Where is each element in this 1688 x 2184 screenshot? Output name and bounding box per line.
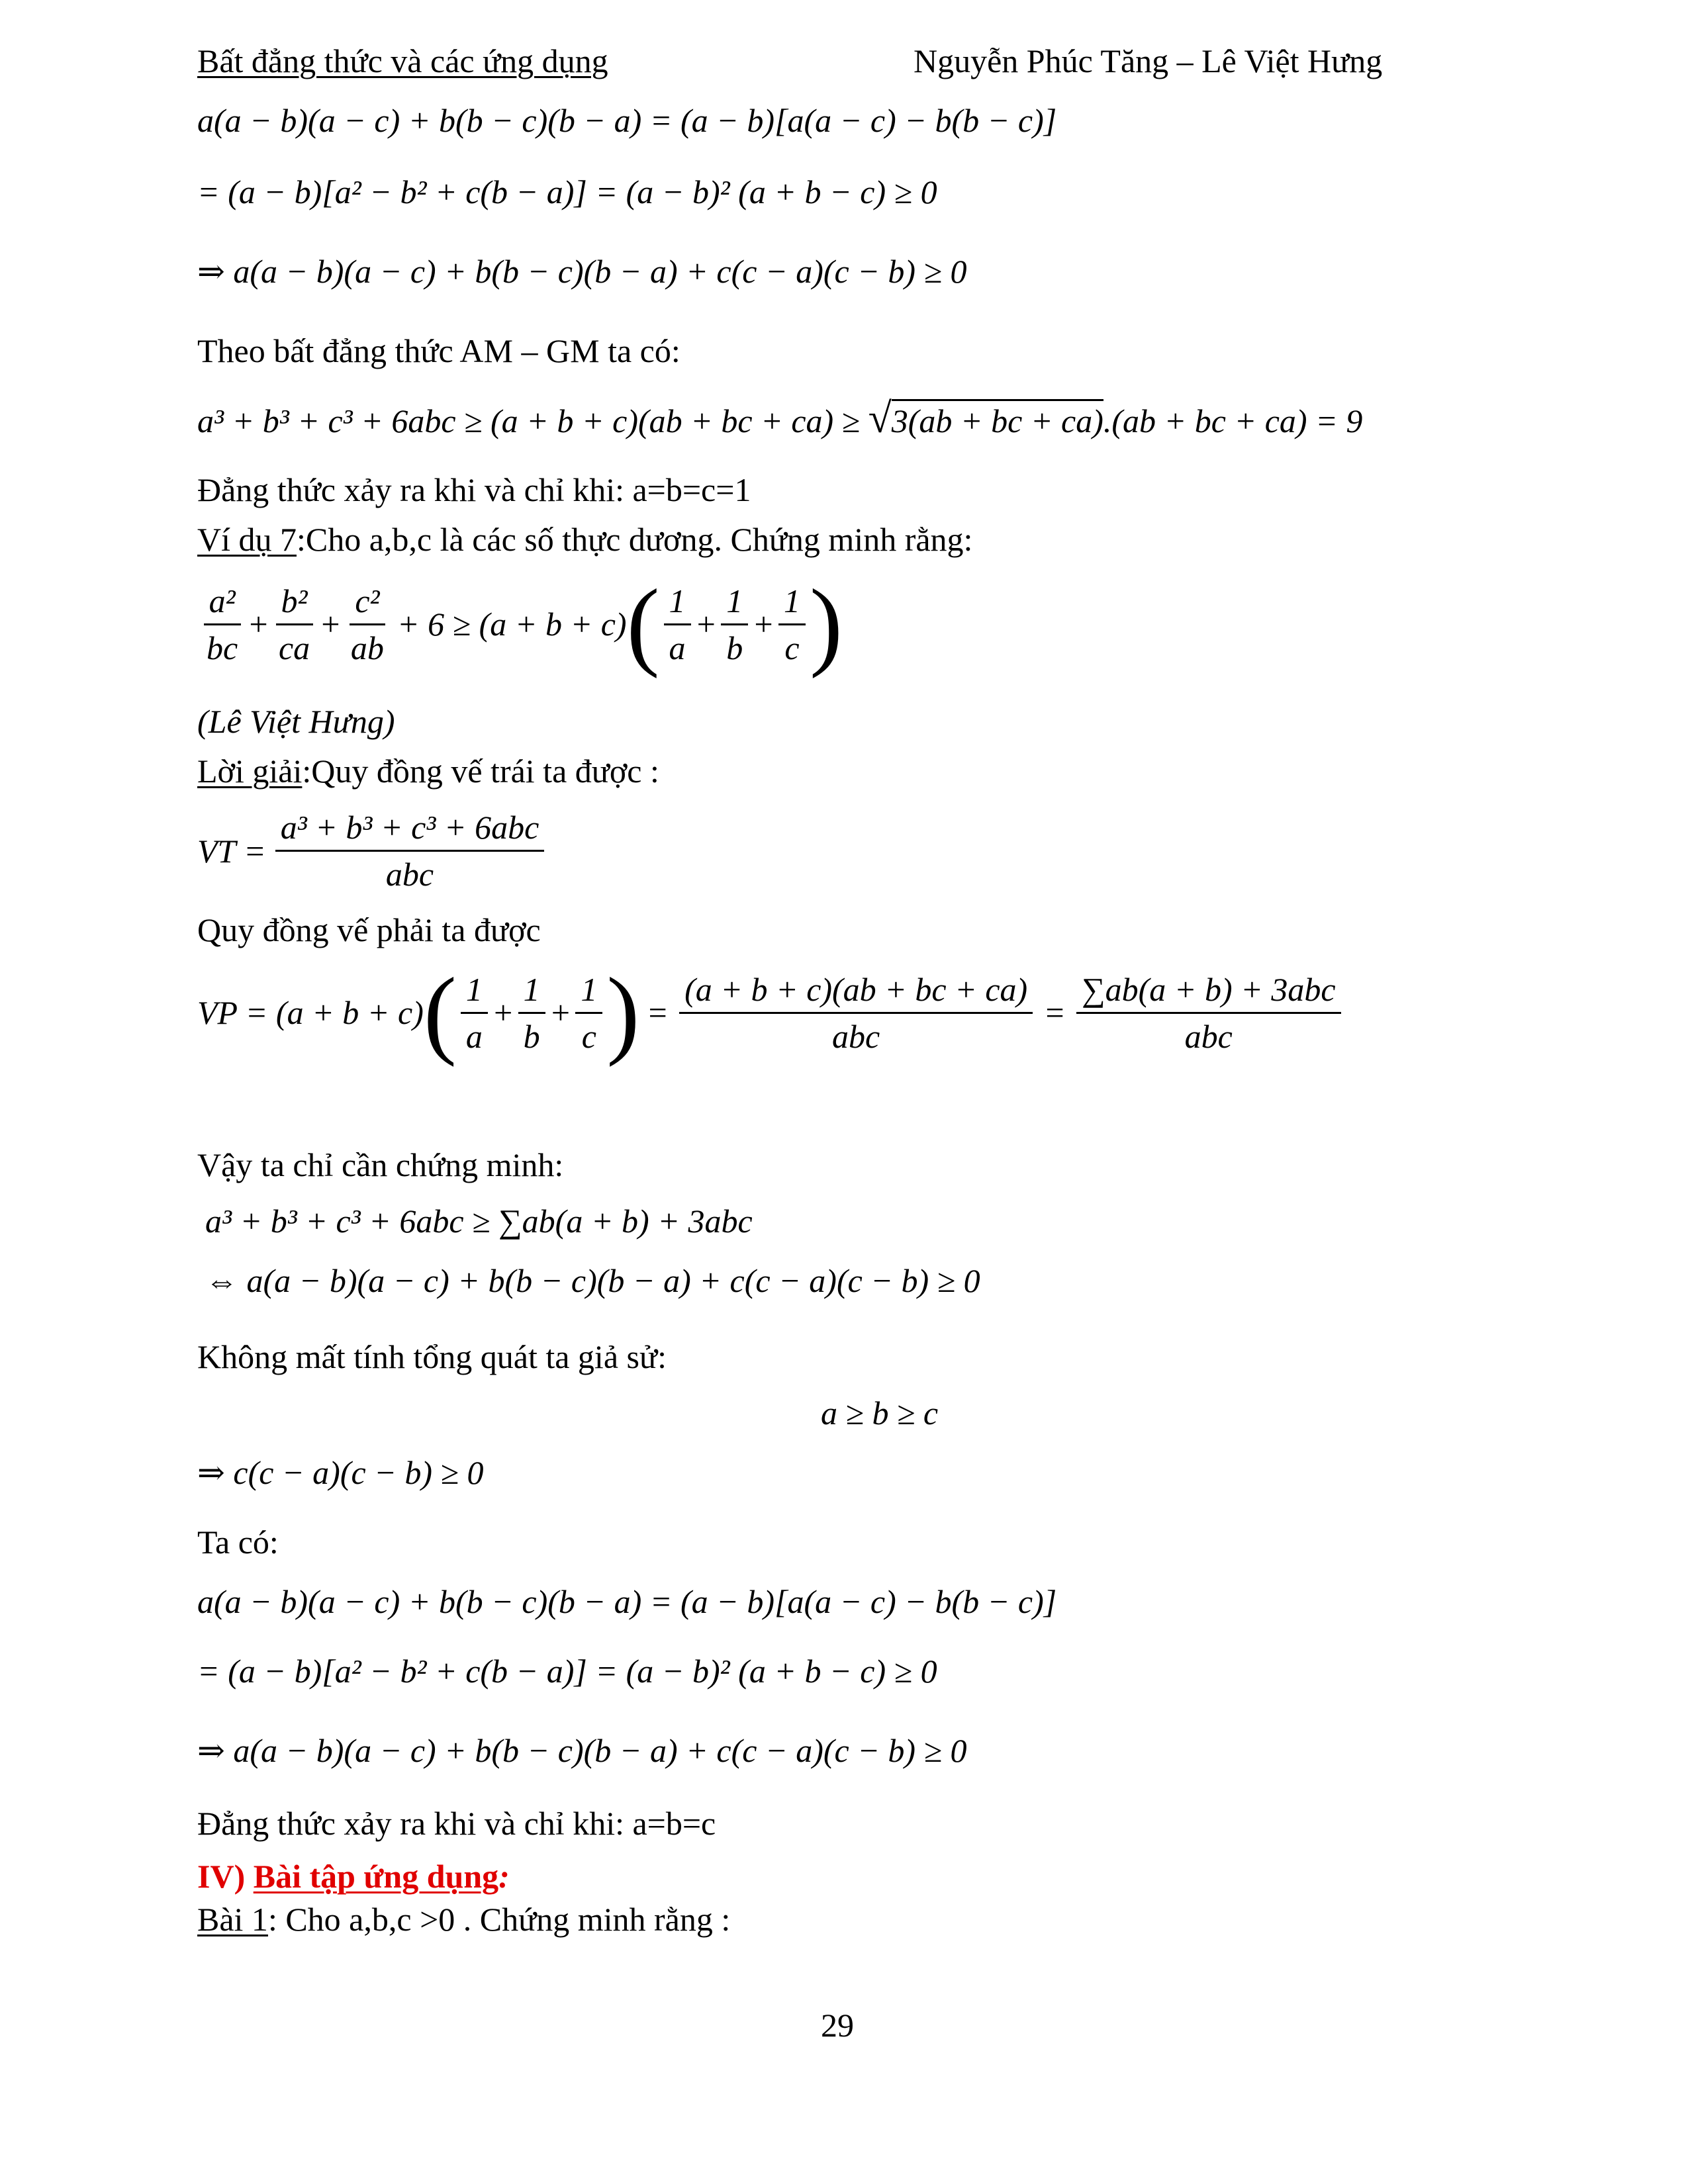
- equation-line: = (a − b)[a² − b² + c(b − a)] = (a − b)² (a + b − c) ≥ 0: [197, 1653, 937, 1690]
- amgm-eq-left: a³ + b³ + c³ + 6abc ≥ (a + b + c)(ab + bc + ca) ≥: [197, 402, 868, 439]
- equation-line: a³ + b³ + c³ + 6abc ≥ ∑ab(a + b) + 3abc: [205, 1203, 753, 1240]
- fraction: $\frac{1}{b}$: [721, 581, 748, 668]
- section-title: Bài tập ứng dụng: [253, 1858, 499, 1895]
- fraction: $\frac{1}{a}$: [461, 970, 488, 1056]
- vp-intro: Quy đồng vế phải ta được: [197, 911, 541, 948]
- fraction: $\frac{\text{c²}}{ab}$: [350, 582, 384, 666]
- equation-line: a(a − b)(a − c) + b(b − c)(b − a) = (a − b)[a(a − c) − b(b − c)]: [197, 1583, 1057, 1620]
- section-colon: :: [498, 1858, 510, 1895]
- example7-mid: + 6 ≥ (a + b + c): [397, 606, 627, 643]
- example7-heading: [197, 520, 972, 559]
- solution-intro: :Quy đồng vế trái ta được :: [302, 752, 659, 790]
- amgm-equation: a³ + b³ + c³ + 6abc ≥ (a + b + c)(ab + bc + ca) ≥ √3(ab + bc + ca).(ab + bc + ca) = 9: [197, 394, 1363, 441]
- wlog-text: Không mất tính tổng quát ta giả sử:: [197, 1338, 667, 1375]
- example7-inequality: $\frac{\text{a²}}{bc}$ + $\frac{\text{b²}}{ca}$ + $\frac{\text{c²}}{ab}$ + 6 ≥ (a + b + c) ( $\frac{1}{a}$ + $\frac{1}{b}$ + $\frac{1}{c}$ ): [197, 574, 843, 674]
- solution-heading: [197, 751, 659, 791]
- header-title: Bất đẳng thức và các ứng dụng: [197, 42, 608, 79]
- equation-line: ⇒ a(a − b)(a − c) + b(b − c)(b − a) + c(c − a)(c − b) ≥ 0: [197, 1732, 967, 1769]
- amgm-eq-sqrt: 3(ab + bc + ca): [892, 399, 1103, 439]
- vp-equation: VP = (a + b + c) ( $\frac{1}{a}$ + $\frac{1}{b}$ + $\frac{1}{c}$ ) = $\frac{(a + b + c)(ab + bc + ca)}{\text{abc}}$ = $\frac{\text{∑ab(a + b) + 3abc}}{\text{abc}}$: [197, 963, 1345, 1062]
- fraction: $\frac{\text{a²}}{bc}$: [201, 581, 243, 668]
- exercise1-text: : Cho a,b,c >0 . Chứng minh rằng :: [267, 1901, 731, 1938]
- section-number: IV): [197, 1858, 246, 1895]
- fraction: $\frac{1}{b}$: [518, 970, 545, 1056]
- vp-lhs: VP = (a + b + c): [197, 994, 424, 1031]
- amgm-eq-right: .(ab + bc + ca) = 9: [1103, 402, 1363, 439]
- solution-label: Lời giải: [197, 752, 303, 790]
- example7-label: Ví dụ 7: [197, 521, 297, 558]
- amgm-equality: Đẳng thức xảy ra khi và chỉ khi: a=b=c=1: [197, 471, 751, 508]
- fraction: $\frac{(a + b + c)(ab + bc + ca)}{\text{abc}}$: [679, 970, 1033, 1056]
- fraction: $\frac{\text{∑ab(a + b) + 3abc}}{\text{abc}}$: [1076, 970, 1341, 1056]
- order-assumption: a ≥ b ≥ c: [821, 1394, 939, 1432]
- vt-equation: [197, 807, 548, 894]
- fraction: $\frac{\text{a³ + b³ + c³ + 6abc}}{\text{abc}}$: [275, 807, 545, 894]
- equation-line: ⇒ a(a − b)(a − c) + b(b − c)(b − a) + c(c − a)(c − b) ≥ 0: [197, 253, 967, 290]
- example7-author: (Lê Việt Hưng): [197, 703, 395, 740]
- exercise1-label: Bài 1: [197, 1901, 268, 1938]
- fraction: $\frac{1}{c}$: [778, 581, 806, 668]
- page-number: 29: [821, 2007, 854, 2044]
- taco-text: Ta có:: [197, 1524, 279, 1561]
- fraction: $\frac{\text{b²}}{ca}$: [273, 581, 315, 668]
- solution-equality: Đẳng thức xảy ra khi và chỉ khi: a=b=c: [197, 1805, 716, 1842]
- need-to-prove: Vậy ta chỉ cần chứng minh:: [197, 1146, 564, 1183]
- example7-statement: :Cho a,b,c là các số thực dương. Chứng minh rằng:: [297, 521, 973, 558]
- fraction: $\frac{1}{a}$: [664, 581, 691, 668]
- header-authors: Nguyễn Phúc Tăng – Lê Việt Hưng: [914, 42, 1383, 79]
- equation-line: ⇒ c(c − a)(c − b) ≥ 0: [197, 1454, 484, 1491]
- equation-line: = (a − b)[a² − b² + c(b − a)] = (a − b)² (a + b − c) ≥ 0: [197, 173, 937, 210]
- equation-line: ⇔ a(a − b)(a − c) + b(b − c)(b − a) + c(c − a)(c − b) ≥ 0: [205, 1262, 980, 1299]
- amgm-intro: Theo bất đẳng thức AM – GM ta có:: [197, 332, 680, 369]
- fraction: $\frac{1}{c}$: [575, 970, 602, 1056]
- exercise1: [197, 1899, 730, 1939]
- vt-lhs: VT =: [197, 832, 266, 870]
- section-heading: [197, 1856, 510, 1896]
- equation-line: a(a − b)(a − c) + b(b − c)(b − a) = (a − b)[a(a − c) − b(b − c)]: [197, 102, 1057, 139]
